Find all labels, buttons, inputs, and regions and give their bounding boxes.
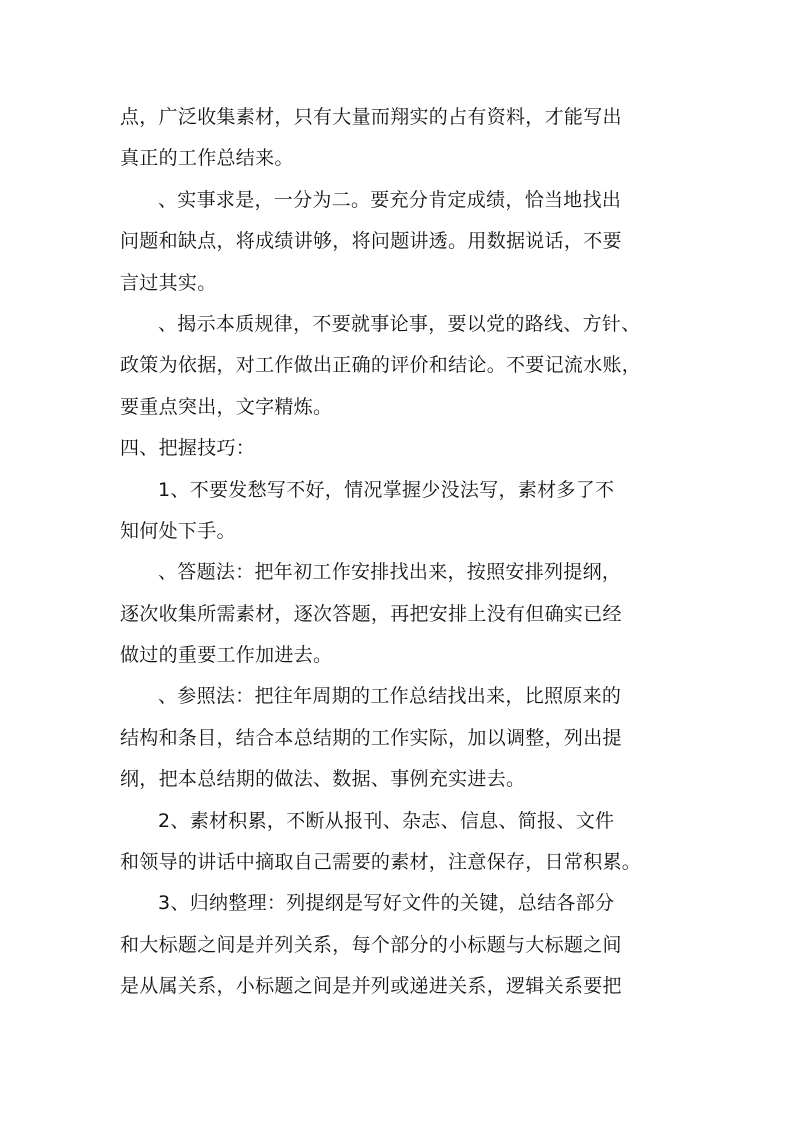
text-line: 问题和缺点，将成绩讲够，将问题讲透。用数据说话，不要: [120, 230, 622, 253]
text-line: 、参照法：把往年周期的工作总结找出来，比照原来的: [158, 685, 622, 708]
text-line: 3、归纳整理：列提纲是写好文件的关键，总结各部分: [158, 892, 615, 915]
text-line: 政策为依据，对工作做出正确的评价和结论。不要记流水账，: [120, 354, 642, 377]
text-line: 要重点突出，文字精炼。: [120, 395, 333, 418]
text-line: 纲，把本总结期的做法、数据、事例充实进去。: [120, 768, 526, 791]
text-line: 言过其实。: [120, 271, 217, 294]
text-line: 结构和条目，结合本总结期的工作实际，加以调整，列出提: [120, 726, 622, 749]
text-line: 1、不要发愁写不好，情况掌握少没法写，素材多了不: [158, 478, 615, 501]
text-line: 是从属关系，小标题之间是并列或递进关系，逻辑关系要把: [120, 975, 622, 998]
text-line: 真正的工作总结来。: [120, 147, 294, 170]
text-line: 、答题法：把年初工作安排找出来，按照安排列提纲，: [158, 561, 622, 584]
text-line: 做过的重要工作加进去。: [120, 644, 333, 667]
text-line: 点，广泛收集素材，只有大量而翔实的占有资料，才能写出: [120, 106, 622, 128]
text-line: 和大标题之间是并列关系，每个部分的小标题与大标题之间: [120, 933, 622, 956]
text-line: 2、素材积累，不断从报刊、杂志、信息、简报、文件: [158, 809, 615, 832]
document-body: [120, 97, 680, 1008]
text-line: 、揭示本质规律，不要就事论事，要以党的路线、方针、: [158, 312, 641, 335]
text-line: 知何处下手。: [120, 519, 236, 542]
text-line: 四、把握技巧：: [120, 437, 256, 460]
text-line: 逐次收集所需素材，逐次答题，再把安排上没有但确实已经: [120, 602, 622, 625]
text-line: 和领导的讲话中摘取自己需要的素材，注意保存，日常积累。: [120, 851, 642, 874]
text-line: 、实事求是，一分为二。要充分肯定成绩，恰当地找出: [158, 188, 622, 211]
